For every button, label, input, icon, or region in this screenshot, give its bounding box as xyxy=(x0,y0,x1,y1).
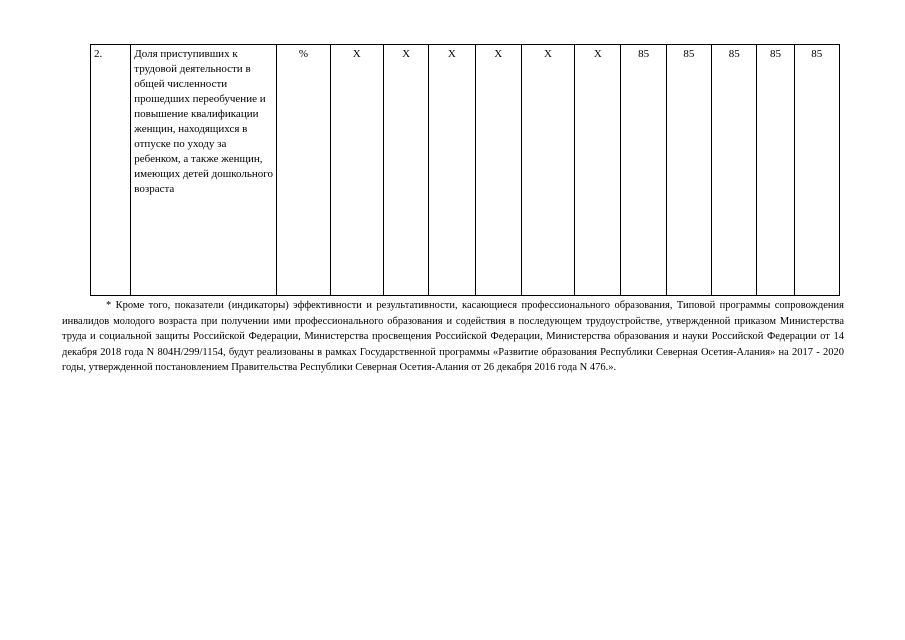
row-number: 2. xyxy=(91,45,131,296)
table-row xyxy=(91,45,840,296)
value-cell: X xyxy=(429,45,475,296)
value-cell: X xyxy=(575,45,621,296)
value-cell: 85 xyxy=(757,45,794,296)
value-cell: 85 xyxy=(712,45,757,296)
value-cell: 85 xyxy=(666,45,711,296)
value-cell: 85 xyxy=(794,45,839,296)
value-cell: X xyxy=(330,45,383,296)
footnote: * Кроме того, показатели (индикаторы) эффективности и результативности, касающиеся профессионального образования, Типовой программы сопровождения инвалидов молодого возраста при получении ими профессионального образования и содействия в последующем трудоустройстве, утвержденной приказом Министерства труда и социальной защиты Российской Федерации, Министерства просвещения Российской Федерации, Министерства образования и науки Российской Федерации от 14 декабря 2018 года N 804Н/299/1154, будут реализованы в рамках Государственной программы «Развитие образования Республики Северная Осетия-Алания» на 2017 - 2020 годы, утвержденной постановлением Правительства Республики Северная Осетия-Алания от 26 декабря 2016 года N 476.». xyxy=(62,300,844,374)
value-cell: X xyxy=(475,45,521,296)
value-cell: 85 xyxy=(621,45,666,296)
value-cell: X xyxy=(521,45,574,296)
indicator-name: Доля приступивших к трудовой деятельности в общей численности прошедших переобучение и повышение квалификации женщин, находящихся в отпуске по уходу за ребенком, а также женщин, имеющих детей дошкольного возраста xyxy=(131,45,277,296)
value-cell: X xyxy=(383,45,428,296)
indicators-table xyxy=(90,44,840,296)
unit-cell: % xyxy=(277,45,330,296)
